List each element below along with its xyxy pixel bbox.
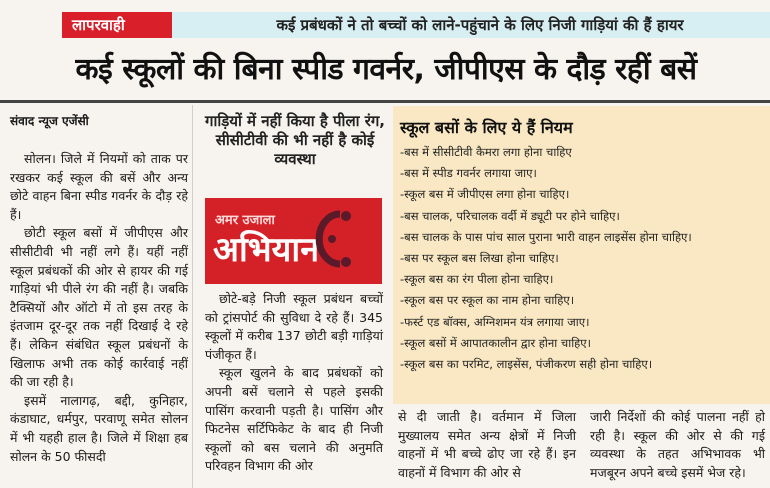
rule-item: -स्कूल बसों में आपातकालीन द्वार होना चाहिए। xyxy=(400,335,591,350)
paragraph: इसमें नालागढ़, बद्दी, कुनिहार, कंडाघाट, धर्मपुर, परवाणू समेत सोलन में भी यहही हाल है। जिले में शिक्षा हब सोलन के 50 फीसदी xyxy=(10,392,188,464)
rule-item: -स्कूल बस पर स्कूल का नाम होना चाहिए। xyxy=(400,293,575,308)
paragraph: से दी जाती है। वर्तमान में जिला मुख्यालय समेत अन्य क्षेत्रों में निजी वाहनों में भी बच्चे ढोए जा रहे हैं। इन वाहनों में विभाग की ओर से xyxy=(398,409,576,480)
rule-item: -बस में सीसीटीवी कैमरा लगा होना चाहिए xyxy=(400,145,572,159)
paragraph: जारी निर्देशों की कोई पालना नहीं हो रही है। स्कूल की ओर से की गई व्यवस्था के तहत अभिभावक भी मजबूरन अपने बच्चे इसमें भेज रहे। xyxy=(590,409,765,480)
paragraph: सोलन। जिले में नियमों को ताक पर रखकर कई स्कूल की बसें और अन्य छोटे वाहन बिना स्पीड गवर्नर के दौड़ रहे हैं। xyxy=(10,151,188,222)
rules-list xyxy=(400,142,760,375)
rule-item: -बस पर स्कूल बस लिखा होना चाहिए। xyxy=(400,251,559,266)
rule-item: -स्कूल बस में जीपीएस लगा होना चाहिए। xyxy=(400,187,570,202)
pull-quote: गाड़ियों में नहीं किया है पीला रंग, सीसीटीवी की भी नहीं है कोई व्यवस्था xyxy=(205,112,385,168)
article-column-2 xyxy=(205,290,383,476)
headline: कई स्कूलों की बिना स्पीड गवर्नर, जीपीएस के दौड़ रहीं बसें xyxy=(75,52,697,87)
paragraph: छोटे-बड़े निजी स्कूल प्रबंधन बच्चों को ट्रांसपोर्ट की सुविधा दे रहे हैं। 345 स्कूलों में करीब 137 छोटी बड़ी गाड़ियां पंजीकृत हैं। xyxy=(205,291,383,362)
article-column-4 xyxy=(590,408,765,482)
byline: संवाद न्यूज एजेंसी xyxy=(10,114,89,128)
headline-rule xyxy=(0,100,770,103)
rule-item: -बस में स्पीड गवर्नर लगाया जाए। xyxy=(400,166,537,181)
campaign-emblem-icon xyxy=(310,208,354,270)
paragraph: स्कूल खुलने के बाद प्रबंधकों को अपनी बसें चलाने से पहले इसकी पासिंग करवानी पड़ती है। पासिंग और फिटनेस सर्टिफिकेट के बाद ही निजी स्कूलों को बस चलाने की अनुमति परिवहन विभाग की ओर xyxy=(205,365,383,474)
paragraph: छोटी स्कूल बसों में जीपीएस और सीसीटीवी भी नहीं लगे हैं। यहीं नहीं स्कूल प्रबंधकों की ओर से हायर की गई गाड़ियां भी पीले रंग की नहीं है। जबकि टैक्सियों और ऑटो में तो इस तरह के इंतजाम दूर-दूर तक नहीं दिखाई दे रहे हैं। लेकिन संबंधित स्कूल प्रबंधनों के खिलाफ अभी तक कोई कार्रवाई नहीं की जा रही है। xyxy=(10,225,188,390)
rule-item: -स्कूल बस का रंग पीला होना चाहिए। xyxy=(400,272,554,287)
logo-title: अभियान xyxy=(213,230,320,270)
rule-item: -बस चालक के पास पांच साल पुराना भारी वाहन लाइसेंस होना चाहिए। xyxy=(400,229,692,244)
kicker-text: कई प्रबंधकों ने तो बच्चों को लाने-पहुंचाने के लिए निजी गाड़ियां की हैं हायर xyxy=(276,16,684,34)
rule-item: -बस चालक, परिचालक वर्दी में ड्यूटी पर होने चाहिए। xyxy=(400,208,620,223)
logo-brand: अमर उजाला xyxy=(215,213,275,228)
rules-title: स्कूल बसों के लिए ये हैं नियम xyxy=(400,118,573,137)
column-divider xyxy=(192,105,193,488)
article-column-3 xyxy=(398,408,576,482)
rule-item: -फर्स्ट एड बॉक्स, अग्निशमन यंत्र लगाया जाए। xyxy=(400,314,590,329)
section-tag: लापरवाही xyxy=(62,12,172,38)
article-column-1 xyxy=(10,150,188,466)
abhiyan-logo xyxy=(205,198,382,284)
rule-item: -स्कूल बस का परमिट, लाइसेंस, पंजीकरण सही होना चाहिए। xyxy=(400,357,653,372)
